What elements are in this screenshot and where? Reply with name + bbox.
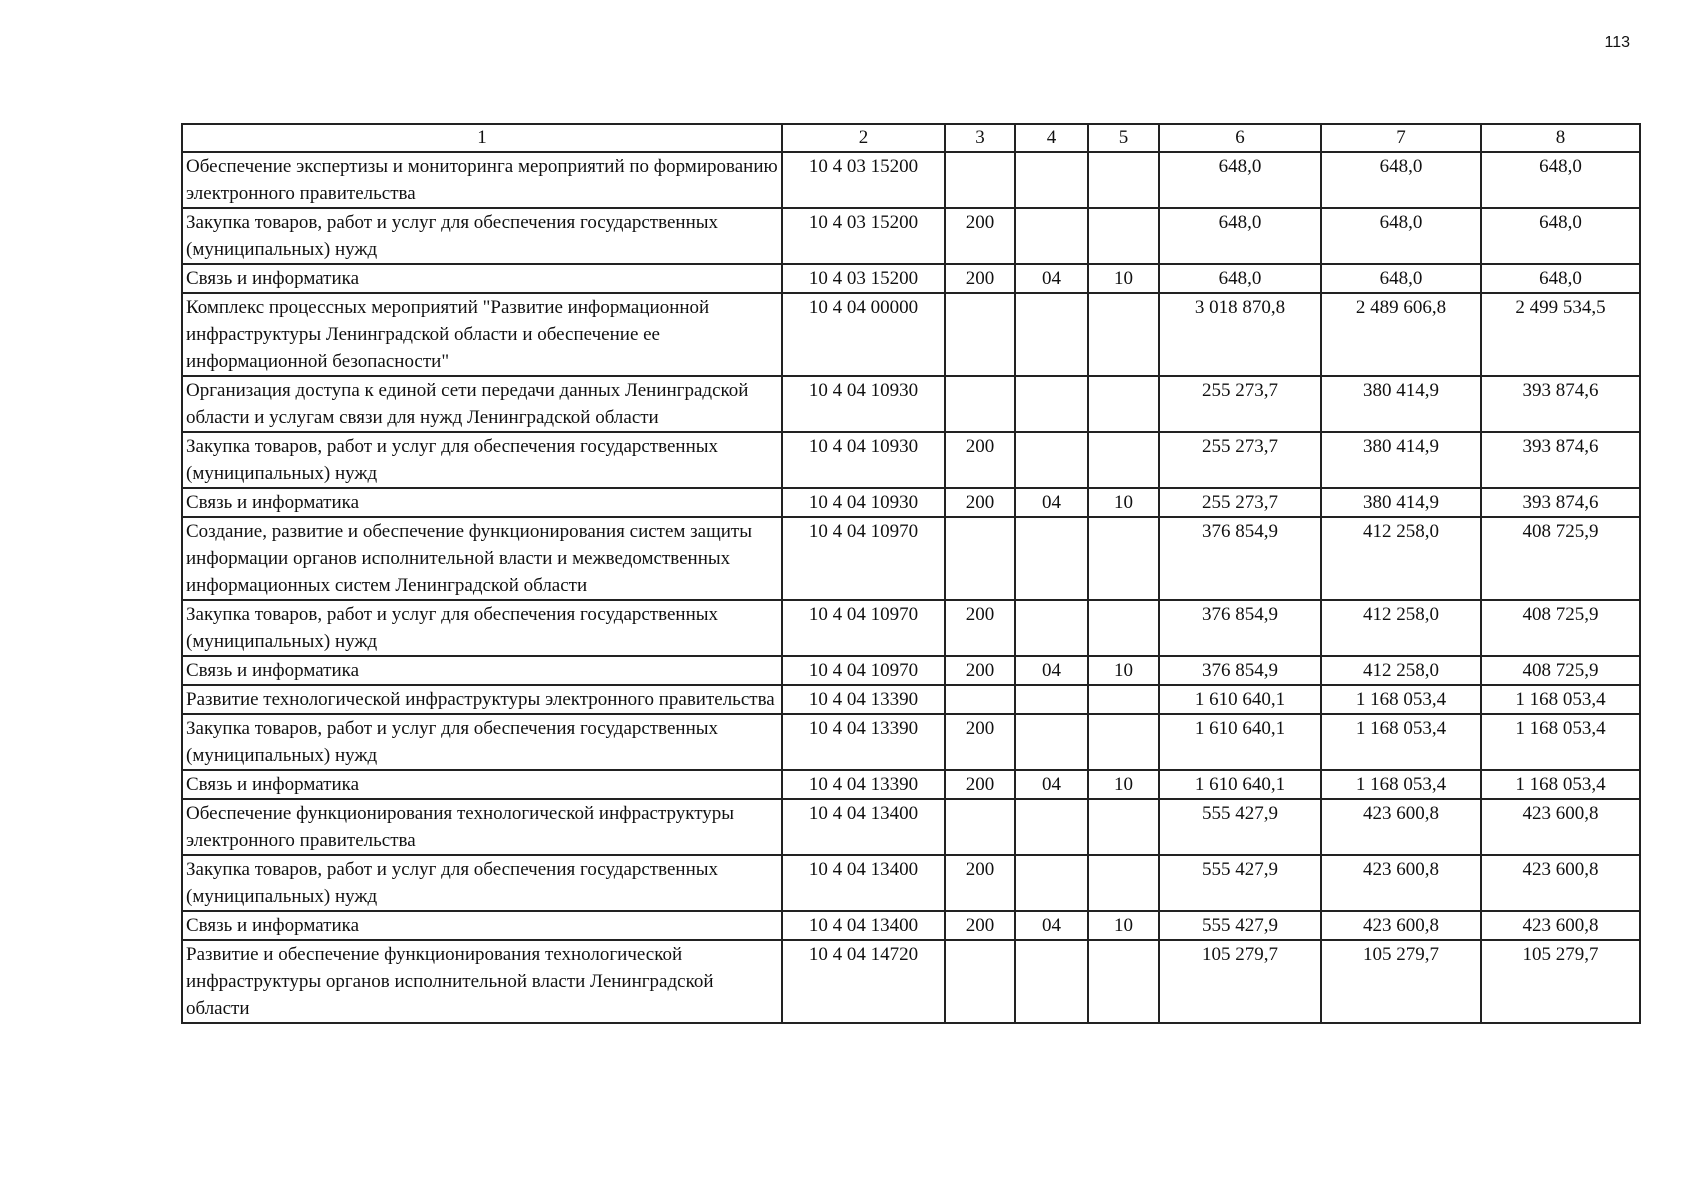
- row-value-col8: 408 725,9: [1481, 656, 1640, 685]
- row-col4-cell: [1015, 293, 1088, 376]
- row-col4-cell: [1015, 152, 1088, 208]
- row-col4-cell: [1015, 517, 1088, 600]
- header-row: [182, 124, 1640, 152]
- row-value-col6: 648,0: [1159, 264, 1321, 293]
- row-name-cell: Комплекс процессных мероприятий "Развитие информационной инфраструктуры Ленинградской области и обеспечение ее информационной безопасности": [182, 293, 782, 376]
- row-col4-cell: 04: [1015, 911, 1088, 940]
- column-header: 7: [1321, 124, 1481, 152]
- row-code-cell: 10 4 03 15200: [782, 264, 945, 293]
- row-col5-cell: [1088, 799, 1159, 855]
- row-col5-cell: [1088, 376, 1159, 432]
- row-col3-cell: 200: [945, 770, 1015, 799]
- row-value-col8: 648,0: [1481, 264, 1640, 293]
- row-value-col6: 648,0: [1159, 152, 1321, 208]
- row-value-col7: 423 600,8: [1321, 799, 1481, 855]
- row-name-cell: Создание, развитие и обеспечение функционирования систем защиты информации органов исполнительной власти и межведомственных информационных систем Ленинградской области: [182, 517, 782, 600]
- row-col3-cell: 200: [945, 432, 1015, 488]
- row-code-cell: 10 4 04 10970: [782, 600, 945, 656]
- row-col4-cell: [1015, 600, 1088, 656]
- row-col4-cell: 04: [1015, 488, 1088, 517]
- row-value-col7: 380 414,9: [1321, 432, 1481, 488]
- row-value-col6: 376 854,9: [1159, 656, 1321, 685]
- row-value-col8: 423 600,8: [1481, 799, 1640, 855]
- row-code-cell: 10 4 04 13390: [782, 770, 945, 799]
- table-body: [182, 152, 1640, 1023]
- row-name-cell: Закупка товаров, работ и услуг для обеспечения государственных (муниципальных) нужд: [182, 855, 782, 911]
- page-number: 113: [1604, 34, 1630, 51]
- row-value-col8: 393 874,6: [1481, 376, 1640, 432]
- table-row: [182, 293, 1640, 376]
- row-value-col7: 412 258,0: [1321, 517, 1481, 600]
- column-header: 2: [782, 124, 945, 152]
- row-code-cell: 10 4 03 15200: [782, 152, 945, 208]
- row-code-cell: 10 4 04 10930: [782, 488, 945, 517]
- row-col5-cell: [1088, 855, 1159, 911]
- row-col3-cell: 200: [945, 600, 1015, 656]
- row-col5-cell: 10: [1088, 911, 1159, 940]
- row-code-cell: 10 4 04 13400: [782, 855, 945, 911]
- row-name-cell: Развитие и обеспечение функционирования технологической инфраструктуры органов исполнительной власти Ленинградской области: [182, 940, 782, 1023]
- row-value-col6: 648,0: [1159, 208, 1321, 264]
- row-value-col7: 380 414,9: [1321, 488, 1481, 517]
- row-col5-cell: [1088, 600, 1159, 656]
- row-code-cell: 10 4 04 14720: [782, 940, 945, 1023]
- row-value-col7: 105 279,7: [1321, 940, 1481, 1023]
- row-value-col6: 376 854,9: [1159, 600, 1321, 656]
- table-row: [182, 770, 1640, 799]
- table-row: [182, 152, 1640, 208]
- row-name-cell: Обеспечение функционирования технологической инфраструктуры электронного правительства: [182, 799, 782, 855]
- row-code-cell: 10 4 04 10930: [782, 376, 945, 432]
- row-value-col7: 648,0: [1321, 264, 1481, 293]
- row-name-cell: Закупка товаров, работ и услуг для обеспечения государственных (муниципальных) нужд: [182, 208, 782, 264]
- row-col4-cell: [1015, 208, 1088, 264]
- row-col3-cell: 200: [945, 264, 1015, 293]
- row-value-col6: 255 273,7: [1159, 488, 1321, 517]
- table-row: [182, 940, 1640, 1023]
- row-value-col7: 380 414,9: [1321, 376, 1481, 432]
- row-value-col6: 376 854,9: [1159, 517, 1321, 600]
- row-name-cell: Связь и информатика: [182, 264, 782, 293]
- table-row: [182, 432, 1640, 488]
- column-header: 4: [1015, 124, 1088, 152]
- row-code-cell: 10 4 04 10970: [782, 656, 945, 685]
- row-value-col8: 1 168 053,4: [1481, 685, 1640, 714]
- row-value-col7: 412 258,0: [1321, 600, 1481, 656]
- row-value-col7: 423 600,8: [1321, 855, 1481, 911]
- row-value-col6: 555 427,9: [1159, 911, 1321, 940]
- row-value-col8: 1 168 053,4: [1481, 770, 1640, 799]
- row-value-col8: 408 725,9: [1481, 600, 1640, 656]
- row-value-col6: 1 610 640,1: [1159, 770, 1321, 799]
- row-col5-cell: [1088, 208, 1159, 264]
- row-value-col6: 105 279,7: [1159, 940, 1321, 1023]
- row-col4-cell: [1015, 714, 1088, 770]
- row-name-cell: Закупка товаров, работ и услуг для обеспечения государственных (муниципальных) нужд: [182, 432, 782, 488]
- row-col3-cell: [945, 685, 1015, 714]
- row-value-col8: 648,0: [1481, 208, 1640, 264]
- row-value-col8: 2 499 534,5: [1481, 293, 1640, 376]
- row-name-cell: Связь и информатика: [182, 488, 782, 517]
- row-col5-cell: [1088, 293, 1159, 376]
- row-name-cell: Развитие технологической инфраструктуры электронного правительства: [182, 685, 782, 714]
- row-col4-cell: [1015, 940, 1088, 1023]
- row-code-cell: 10 4 03 15200: [782, 208, 945, 264]
- row-value-col6: 555 427,9: [1159, 799, 1321, 855]
- row-value-col7: 1 168 053,4: [1321, 770, 1481, 799]
- row-value-col6: 3 018 870,8: [1159, 293, 1321, 376]
- row-col4-cell: [1015, 376, 1088, 432]
- row-name-cell: Обеспечение экспертизы и мониторинга мероприятий по формированию электронного правительства: [182, 152, 782, 208]
- table-row: [182, 685, 1640, 714]
- row-name-cell: Закупка товаров, работ и услуг для обеспечения государственных (муниципальных) нужд: [182, 600, 782, 656]
- row-col3-cell: 200: [945, 714, 1015, 770]
- row-name-cell: Связь и информатика: [182, 656, 782, 685]
- table-row: [182, 208, 1640, 264]
- row-value-col8: 423 600,8: [1481, 911, 1640, 940]
- table-row: [182, 600, 1640, 656]
- row-value-col8: 648,0: [1481, 152, 1640, 208]
- row-col3-cell: 200: [945, 208, 1015, 264]
- row-col5-cell: 10: [1088, 264, 1159, 293]
- table-row: [182, 911, 1640, 940]
- row-name-cell: Связь и информатика: [182, 911, 782, 940]
- row-value-col7: 648,0: [1321, 152, 1481, 208]
- row-col3-cell: [945, 152, 1015, 208]
- row-col3-cell: 200: [945, 488, 1015, 517]
- row-value-col7: 423 600,8: [1321, 911, 1481, 940]
- row-name-cell: Организация доступа к единой сети передачи данных Ленинградской области и услугам связи для нужд Ленинградской области: [182, 376, 782, 432]
- row-col4-cell: [1015, 685, 1088, 714]
- row-code-cell: 10 4 04 13400: [782, 911, 945, 940]
- row-col5-cell: [1088, 714, 1159, 770]
- row-col3-cell: 200: [945, 911, 1015, 940]
- row-value-col6: 1 610 640,1: [1159, 714, 1321, 770]
- table-row: [182, 656, 1640, 685]
- row-value-col7: 648,0: [1321, 208, 1481, 264]
- row-value-col8: 1 168 053,4: [1481, 714, 1640, 770]
- table-row: [182, 855, 1640, 911]
- row-code-cell: 10 4 04 13390: [782, 714, 945, 770]
- row-col4-cell: [1015, 799, 1088, 855]
- row-col5-cell: 10: [1088, 488, 1159, 517]
- column-header: 8: [1481, 124, 1640, 152]
- row-col5-cell: 10: [1088, 656, 1159, 685]
- column-header: 5: [1088, 124, 1159, 152]
- column-header: 6: [1159, 124, 1321, 152]
- row-value-col6: 1 610 640,1: [1159, 685, 1321, 714]
- row-value-col8: 408 725,9: [1481, 517, 1640, 600]
- row-code-cell: 10 4 04 10930: [782, 432, 945, 488]
- row-name-cell: Связь и информатика: [182, 770, 782, 799]
- row-col5-cell: [1088, 685, 1159, 714]
- row-code-cell: 10 4 04 00000: [782, 293, 945, 376]
- row-col3-cell: 200: [945, 656, 1015, 685]
- row-value-col8: 423 600,8: [1481, 855, 1640, 911]
- row-col3-cell: [945, 517, 1015, 600]
- column-header: 1: [182, 124, 782, 152]
- row-col3-cell: [945, 799, 1015, 855]
- row-col3-cell: 200: [945, 855, 1015, 911]
- row-col4-cell: 04: [1015, 770, 1088, 799]
- row-col3-cell: [945, 293, 1015, 376]
- row-col5-cell: 10: [1088, 770, 1159, 799]
- table-row: [182, 517, 1640, 600]
- row-value-col6: 255 273,7: [1159, 376, 1321, 432]
- budget-table: [181, 123, 1641, 1024]
- row-col5-cell: [1088, 517, 1159, 600]
- row-value-col6: 555 427,9: [1159, 855, 1321, 911]
- row-col5-cell: [1088, 152, 1159, 208]
- table-row: [182, 376, 1640, 432]
- row-col4-cell: [1015, 855, 1088, 911]
- row-col4-cell: [1015, 432, 1088, 488]
- row-value-col8: 105 279,7: [1481, 940, 1640, 1023]
- table-row: [182, 799, 1640, 855]
- row-name-cell: Закупка товаров, работ и услуг для обеспечения государственных (муниципальных) нужд: [182, 714, 782, 770]
- row-value-col6: 255 273,7: [1159, 432, 1321, 488]
- row-col3-cell: [945, 376, 1015, 432]
- row-col4-cell: 04: [1015, 264, 1088, 293]
- row-value-col7: 412 258,0: [1321, 656, 1481, 685]
- row-value-col7: 1 168 053,4: [1321, 685, 1481, 714]
- row-col5-cell: [1088, 940, 1159, 1023]
- row-value-col7: 2 489 606,8: [1321, 293, 1481, 376]
- row-value-col7: 1 168 053,4: [1321, 714, 1481, 770]
- row-col5-cell: [1088, 432, 1159, 488]
- column-header: 3: [945, 124, 1015, 152]
- row-code-cell: 10 4 04 13390: [782, 685, 945, 714]
- row-col4-cell: 04: [1015, 656, 1088, 685]
- table-row: [182, 264, 1640, 293]
- table-row: [182, 714, 1640, 770]
- row-code-cell: 10 4 04 13400: [782, 799, 945, 855]
- row-col3-cell: [945, 940, 1015, 1023]
- row-value-col8: 393 874,6: [1481, 488, 1640, 517]
- table-row: [182, 488, 1640, 517]
- row-code-cell: 10 4 04 10970: [782, 517, 945, 600]
- row-value-col8: 393 874,6: [1481, 432, 1640, 488]
